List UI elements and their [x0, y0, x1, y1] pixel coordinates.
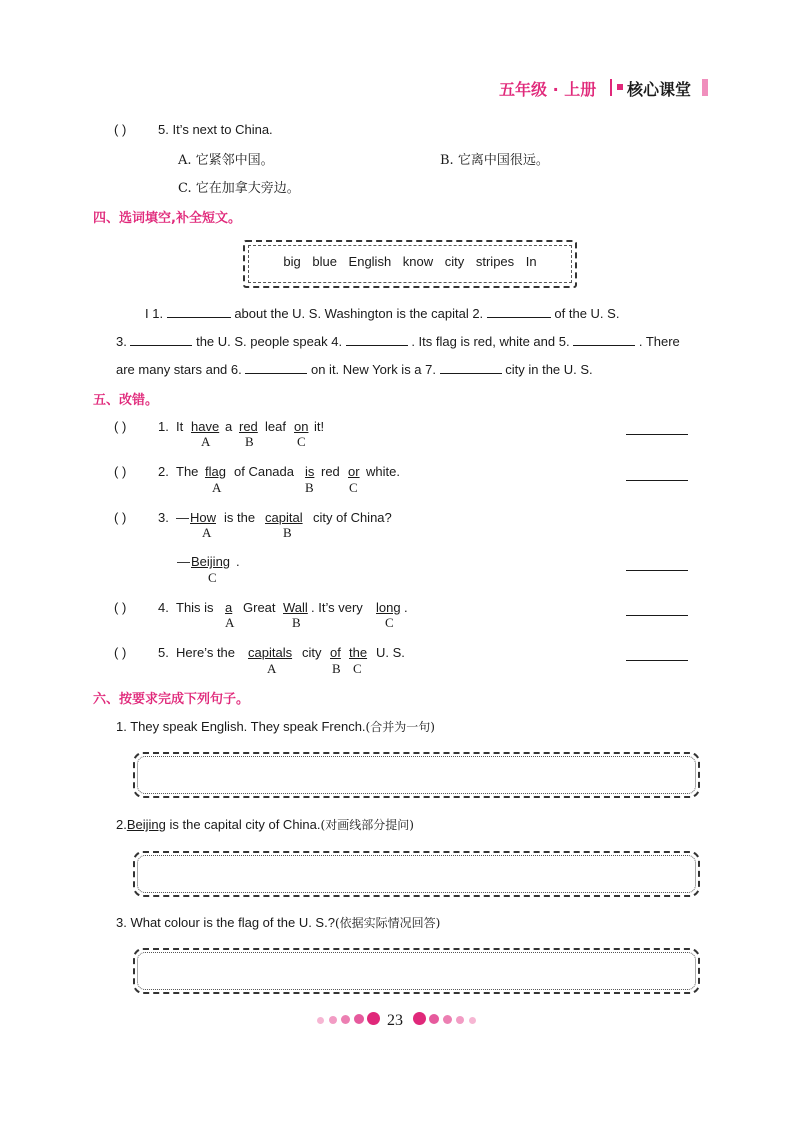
error-dash: —	[177, 554, 190, 569]
error-word: . It’s very	[311, 600, 363, 615]
answer-paren[interactable]: ( )	[114, 645, 127, 660]
error-word-a: capitals	[248, 645, 293, 660]
error-word: It	[176, 419, 184, 434]
passage-text: the U. S. people speak 4.	[196, 334, 343, 349]
rewrite-hint: (依据实际情况回答)	[334, 916, 441, 930]
section-4-title: 四、选词填空,补全短文。	[93, 211, 241, 226]
error-word-a: have	[191, 419, 220, 434]
section-6-title: 六、按要求完成下列句子。	[93, 692, 250, 707]
word-bank-box	[243, 240, 577, 288]
error-word-b: is	[305, 464, 315, 479]
dot-icon	[469, 1017, 476, 1024]
option-b: B. 它离中国很远。	[440, 153, 549, 168]
error-item-number: 5.	[158, 645, 169, 660]
error-word: Here’s the	[176, 645, 236, 660]
label-c: C	[349, 480, 358, 495]
header-tab-marker	[702, 79, 708, 96]
word-bank-words: big blue English know city stripes In	[283, 254, 537, 269]
section-5-title: 五、改错。	[93, 393, 159, 408]
rewrite-hint: (对画线部分提问)	[320, 818, 414, 832]
dot-icon	[367, 1012, 380, 1025]
passage-line-3	[116, 361, 593, 377]
error-word-c: or	[348, 464, 360, 479]
error-word-b: red	[239, 419, 258, 434]
label-b: B	[332, 661, 341, 676]
answer-line[interactable]	[626, 433, 688, 435]
error-word: city	[302, 645, 322, 660]
question-stem: 5. It’s next to China.	[158, 122, 273, 137]
header-separator	[610, 79, 612, 96]
label-a: A	[212, 480, 222, 495]
error-word: it!	[314, 419, 325, 434]
blank-6[interactable]	[245, 361, 307, 374]
error-word-a: flag	[205, 464, 226, 479]
error-word-c: on	[294, 419, 309, 434]
dot-icon	[443, 1015, 452, 1024]
answer-paren[interactable]: ( )	[114, 122, 127, 137]
label-c: C	[297, 434, 306, 449]
label-b: B	[292, 615, 301, 630]
error-word: .	[404, 600, 408, 615]
passage-text: city in the U. S.	[505, 362, 593, 377]
error-word: .	[236, 554, 240, 569]
error-item-number: 1.	[158, 419, 169, 434]
passage-text: 3.	[116, 334, 127, 349]
passage-text: . There	[638, 334, 680, 349]
error-item-number: 4.	[158, 600, 169, 615]
label-c: C	[208, 570, 217, 585]
rewrite-text: 1. They speak English. They speak French.	[116, 719, 366, 734]
dot-icon	[456, 1016, 464, 1024]
error-item-number: 3.	[158, 510, 169, 525]
error-word-b: Wall	[283, 600, 308, 615]
error-word-c: Beijing	[191, 554, 231, 569]
error-word: white.	[366, 464, 400, 479]
answer-line[interactable]	[626, 614, 688, 616]
error-word-c: long	[376, 600, 401, 615]
blank-5[interactable]	[573, 333, 635, 346]
answer-line[interactable]	[626, 479, 688, 481]
blank-7[interactable]	[440, 361, 502, 374]
error-word-b: capital	[265, 510, 303, 525]
passage-text: of the U. S.	[554, 306, 620, 321]
dot-icon	[354, 1014, 364, 1024]
label-a: A	[201, 434, 211, 449]
answer-box-1[interactable]	[133, 752, 700, 798]
dot-icon	[413, 1012, 426, 1025]
label-c: C	[385, 615, 394, 630]
passage-text: I 1.	[145, 306, 164, 321]
dot-icon	[341, 1015, 350, 1024]
option-a: A. 它紧邻中国。	[178, 153, 274, 168]
rewrite-text: is the capital city of China.	[165, 817, 321, 832]
label-b: B	[283, 525, 292, 540]
rewrite-question-2	[116, 816, 414, 833]
answer-paren[interactable]: ( )	[114, 464, 127, 479]
label-a: A	[225, 615, 235, 630]
error-word: This is	[176, 600, 214, 615]
answer-box-3[interactable]	[133, 948, 700, 994]
error-word: leaf	[265, 419, 286, 434]
blank-4[interactable]	[346, 333, 408, 346]
answer-line[interactable]	[626, 659, 688, 661]
error-word: is the	[224, 510, 256, 525]
error-word-a: a	[225, 600, 233, 615]
rewrite-hint: (合并为一句)	[365, 720, 435, 734]
error-word-c: the	[349, 645, 368, 660]
error-word-a: How	[190, 510, 217, 525]
passage-line-1	[145, 305, 619, 321]
rewrite-number: 2.	[116, 817, 127, 832]
passage-text: about the U. S. Washington is the capital 2.	[234, 306, 484, 321]
rewrite-question-3	[116, 914, 440, 931]
blank-3[interactable]	[130, 333, 192, 346]
dot-icon	[429, 1014, 439, 1024]
passage-text: on it. New York is a 7.	[310, 362, 436, 377]
header-subtitle: 核心课堂	[627, 80, 692, 99]
error-word: a	[225, 419, 233, 434]
page-number: 23	[387, 1012, 403, 1029]
error-item-number: 2.	[158, 464, 169, 479]
answer-line[interactable]	[626, 569, 688, 571]
blank-1[interactable]	[167, 305, 231, 318]
option-c: C. 它在加拿大旁边。	[178, 181, 300, 196]
error-word: city of China?	[313, 510, 392, 525]
rewrite-question-1	[116, 718, 435, 735]
label-c: C	[353, 661, 362, 676]
passage-text: . Its flag is red, white and 5.	[411, 334, 570, 349]
rewrite-text: 3. What colour is the flag of the U. S.?	[116, 915, 335, 930]
dot-icon	[329, 1016, 337, 1024]
label-b: B	[245, 434, 254, 449]
error-dash: —	[176, 510, 189, 525]
error-word: U. S.	[376, 645, 405, 660]
rewrite-underlined: Beijing	[126, 817, 166, 832]
error-word: of Canada	[234, 464, 294, 479]
header-title: 五年级 · 上册	[499, 80, 597, 99]
header-square-icon	[617, 84, 623, 90]
label-a: A	[267, 661, 277, 676]
answer-box-2[interactable]	[133, 851, 700, 897]
label-b: B	[305, 480, 314, 495]
blank-2[interactable]	[487, 305, 551, 318]
answer-paren[interactable]: ( )	[114, 510, 127, 525]
passage-text: are many stars and 6.	[116, 362, 242, 377]
answer-paren[interactable]: ( )	[114, 600, 127, 615]
error-word: Great	[243, 600, 276, 615]
answer-paren[interactable]: ( )	[114, 419, 127, 434]
dot-icon	[317, 1017, 324, 1024]
passage-line-2	[116, 333, 680, 349]
label-a: A	[202, 525, 212, 540]
error-word-b: of	[330, 645, 341, 660]
error-word: The	[176, 464, 199, 479]
error-word: red	[321, 464, 340, 479]
